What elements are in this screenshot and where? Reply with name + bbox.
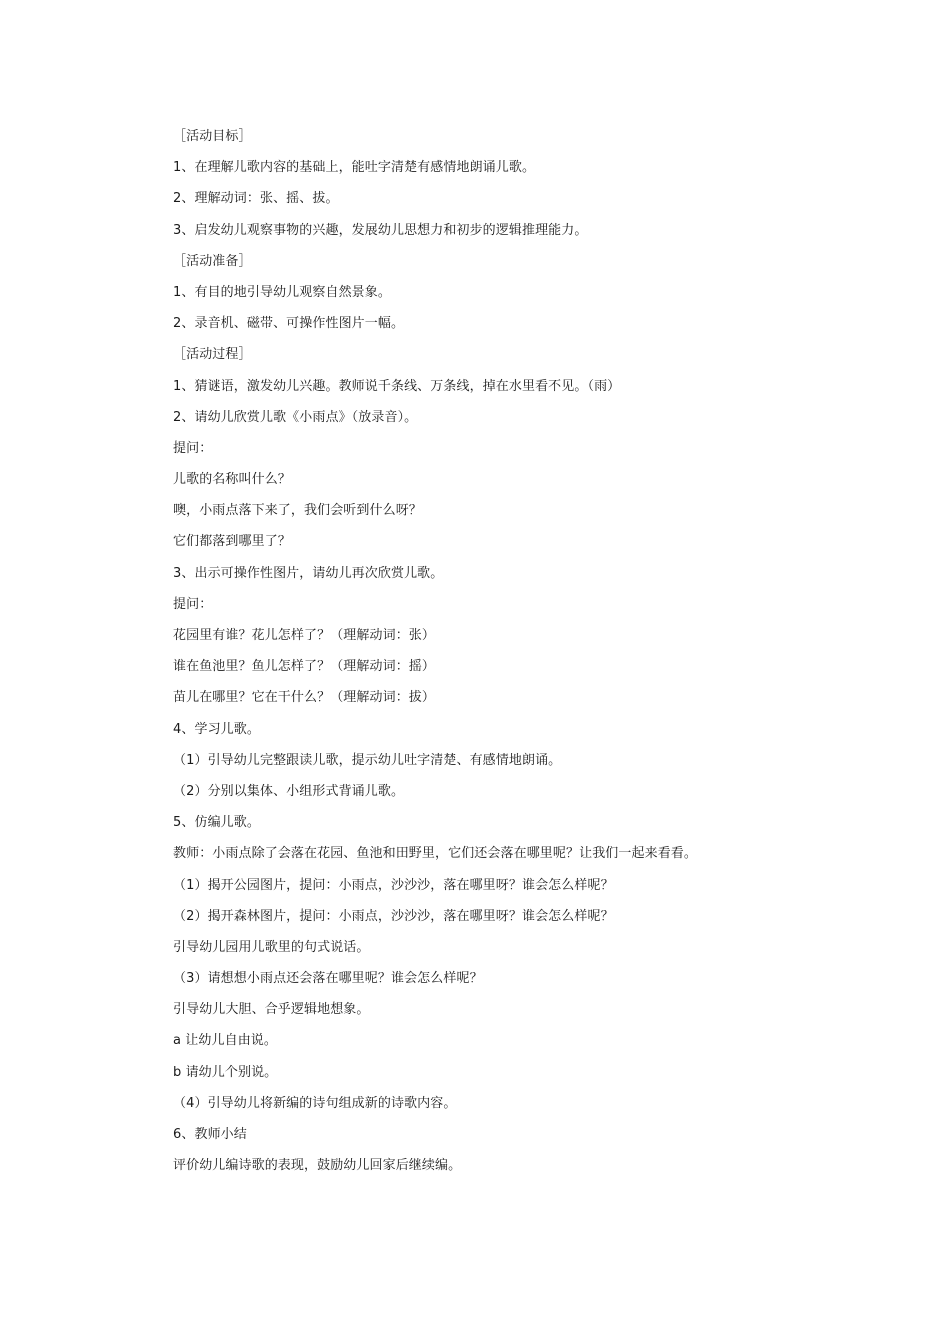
- paragraph: 引导幼儿大胆、合乎逻辑地想象。: [173, 1002, 370, 1018]
- paragraph: （2）分别以集体、小组形式背诵儿歌。: [173, 783, 405, 799]
- paragraph: 3、启发幼儿观察事物的兴趣，发展幼儿思想力和初步的逻辑推理能力。: [173, 222, 588, 238]
- paragraph: （2）揭开森林图片，提问：小雨点，沙沙沙，落在哪里呀？谁会怎么样呢？: [173, 908, 614, 924]
- paragraph: 它们都落到哪里了？: [173, 534, 291, 550]
- paragraph: 花园里有谁？花儿怎样了？（理解动词：张）: [173, 628, 436, 643]
- section-heading-process: ［活动过程］: [173, 347, 252, 363]
- paragraph: 1、猜谜语，激发幼儿兴趣。教师说千条线、万条线，掉在水里看不见。（雨）: [173, 378, 621, 394]
- paragraph: （1）揭开公园图片，提问：小雨点，沙沙沙，落在哪里呀？谁会怎么样呢？: [173, 877, 614, 893]
- paragraph: 噢，小雨点落下来了，我们会听到什么呀？: [173, 503, 422, 519]
- paragraph: b 请幼儿个别说。: [173, 1064, 278, 1080]
- paragraph: 3、出示可操作性图片，请幼儿再次欣赏儿歌。: [173, 565, 444, 581]
- section-heading-preparation: ［活动准备］: [173, 253, 252, 269]
- paragraph: 提问：: [173, 440, 213, 456]
- paragraph: 2、录音机、磁带、可操作性图片一幅。: [173, 316, 405, 332]
- paragraph: 引导幼儿园用儿歌里的句式说话。: [173, 939, 370, 955]
- paragraph: 1、在理解儿歌内容的基础上，能吐字清楚有感情地朗诵儿歌。: [173, 160, 536, 176]
- paragraph: 1、有目的地引导幼儿观察自然景象。: [173, 284, 391, 300]
- paragraph: 提问：: [173, 596, 213, 612]
- paragraph: a 让幼儿自由说。: [173, 1033, 277, 1049]
- paragraph: 2、理解动词：张、摇、拔。: [173, 191, 339, 207]
- paragraph: （4）引导幼儿将新编的诗句组成新的诗歌内容。: [173, 1095, 457, 1111]
- paragraph: 苗儿在哪里？它在干什么？（理解动词：拔）: [173, 690, 436, 706]
- paragraph: 5、仿编儿歌。: [173, 815, 260, 831]
- paragraph: 教师：小雨点除了会落在花园、鱼池和田野里，它们还会落在哪里呢？让我们一起来看看。: [173, 846, 698, 862]
- paragraph: （3）请想想小雨点还会落在哪里呢？谁会怎么样呢？: [173, 971, 483, 987]
- paragraph: （1）引导幼儿完整跟读儿歌，提示幼儿吐字清楚、有感情地朗诵。: [173, 752, 562, 768]
- document-body: [173, 125, 793, 1185]
- paragraph: 6、教师小结: [173, 1127, 247, 1142]
- paragraph: 4、学习儿歌。: [173, 721, 260, 737]
- section-heading-goals: ［活动目标］: [173, 129, 252, 144]
- paragraph: 儿歌的名称叫什么？: [173, 472, 291, 488]
- paragraph: 谁在鱼池里？鱼儿怎样了？（理解动词：摇）: [173, 659, 436, 675]
- paragraph: 评价幼儿编诗歌的表现，鼓励幼儿回家后继续编。: [173, 1158, 462, 1174]
- paragraph: 2、请幼儿欣赏儿歌《小雨点》（放录音）。: [173, 409, 418, 425]
